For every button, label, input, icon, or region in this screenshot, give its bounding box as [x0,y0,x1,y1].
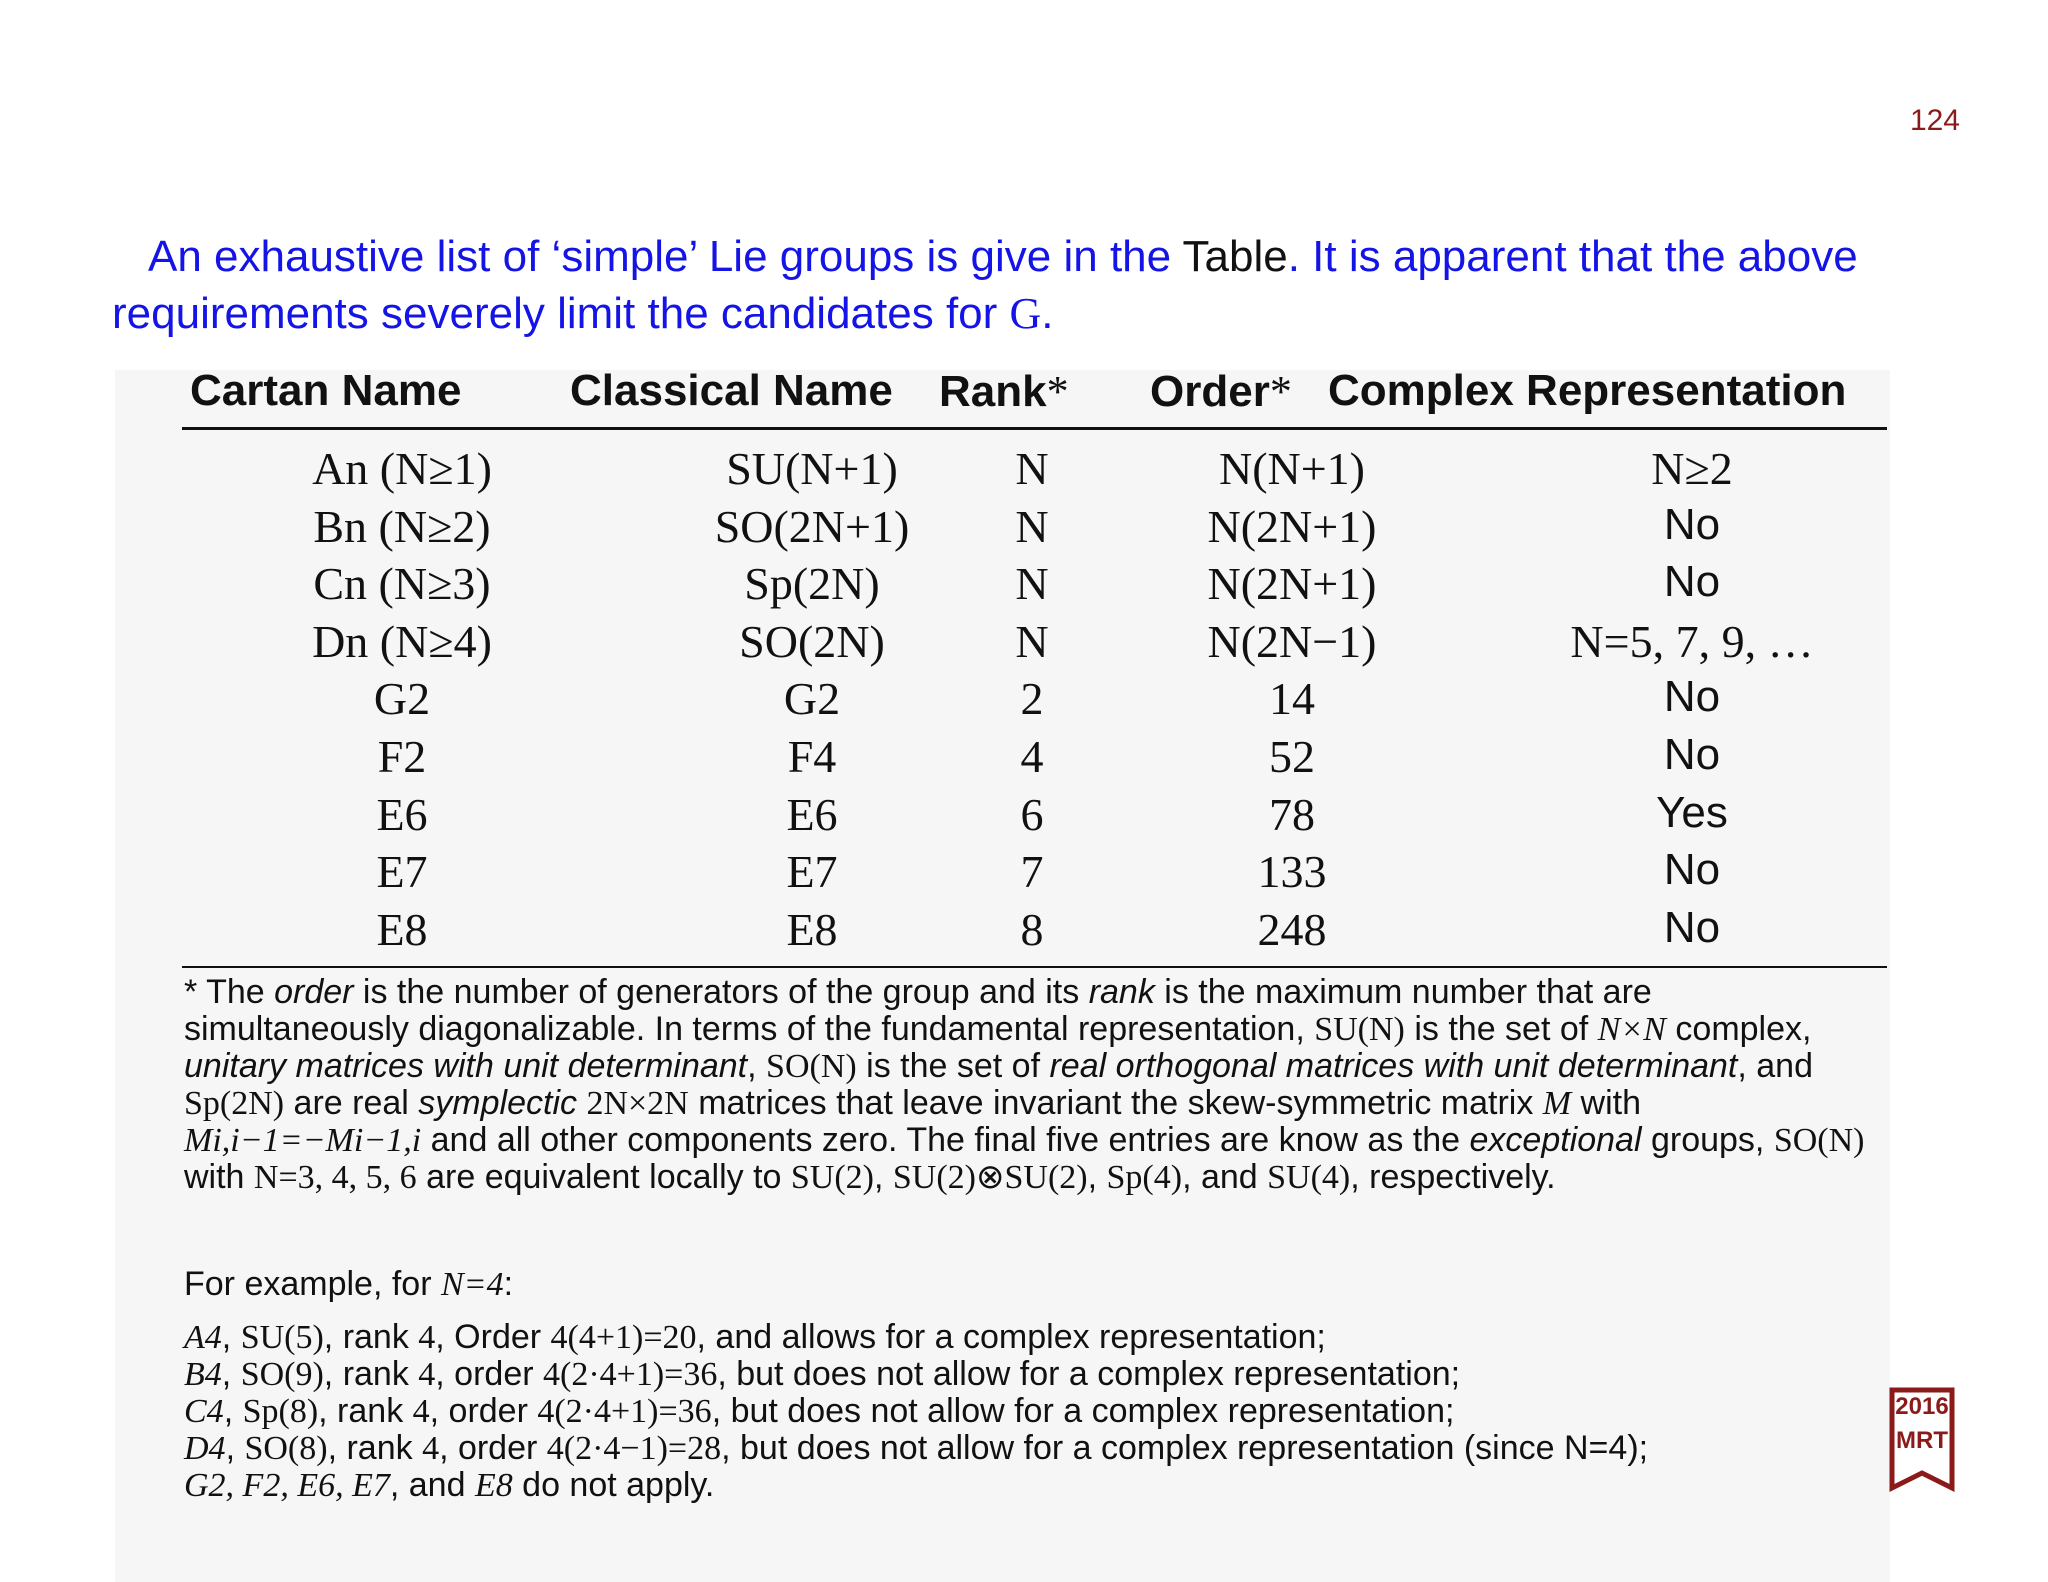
example-text: , order [435,1355,543,1393]
example-formula: 4(2·4−1)=28 [546,1430,722,1467]
table-row [182,670,1887,728]
header-rank-star: * [1046,367,1069,416]
header-order [1150,366,1292,417]
fn-math: SU(2) [790,1159,874,1196]
cell-order: 133 [1257,846,1327,898]
fn-math: N×N [1597,1011,1666,1048]
example-line-last [184,1467,1884,1504]
example-group-name: A4 [184,1319,222,1356]
example-group-name: C4 [184,1393,224,1430]
table-row [182,843,1887,901]
header-rank-label: Rank [939,367,1047,416]
example-text: , rank [327,1429,423,1467]
table-top-rule [182,427,1887,430]
cell-complex: N≥2 [1651,443,1733,494]
cell-cartan: E6 [376,788,428,840]
cell-order: 248 [1257,903,1327,955]
example-group-name: B4 [184,1356,222,1393]
example-formula: 4(2·4+1)=36 [543,1356,718,1393]
intro-table-word: Table [1182,232,1288,281]
cell-classical: E7 [786,846,838,898]
example-text: , and allows for a complex representation; [696,1318,1326,1356]
cell-order: 52 [1269,730,1315,782]
fn-text: , [873,1158,893,1196]
example-colon: : [503,1265,514,1303]
lie-groups-table [182,360,1887,426]
example-classical: SO(9) [240,1356,324,1393]
fn-math: SO(N) [766,1048,857,1085]
cell-rank: 6 [1020,788,1044,840]
header-order-star: * [1269,367,1292,416]
cell-rank: N [1015,558,1049,610]
cell-classical: E8 [786,903,838,955]
example-exceptional-names: G2, F2, E6, E7 [184,1467,390,1504]
example-text: , but does not allow for a complex representation; [717,1355,1461,1393]
cell-cartan: F2 [377,730,427,782]
cell-complex: No [1663,902,1721,952]
cell-order: N(2N+1) [1207,558,1377,610]
example-classical: Sp(8) [242,1393,319,1430]
fn-text: are real [284,1084,419,1122]
example-text: , order [439,1429,547,1467]
fn-math: Mi,i−1=−Mi−1,i [184,1122,422,1159]
cell-cartan: E8 [376,903,428,955]
example-intro-text: For example, for [184,1265,441,1303]
intro-part2: . It is apparent that the above requirements severely limit the candidates for [112,232,1858,338]
fn-math: Sp(4) [1106,1159,1183,1196]
cell-complex: No [1663,557,1721,607]
fn-text: with [184,1158,254,1196]
example-text: , and [389,1466,475,1504]
fn-text: , [1087,1158,1107,1196]
cell-classical: G2 [783,673,841,725]
cell-complex: N=5, 7, 9, … [1570,615,1814,667]
cell-complex: No [1663,729,1721,779]
table-header [182,360,1887,426]
cell-cartan: Dn (N≥4) [312,615,492,667]
example-text: , but does not allow for a complex representation (since N=4); [721,1429,1649,1467]
fn-text: is the set of [1404,1010,1598,1048]
header-rank [939,366,1069,417]
example-rank: 4 [422,1430,440,1467]
header-classical: Classical Name [570,366,893,415]
page-number: 124 [1909,104,1960,137]
cell-classical: SO(2N) [739,615,885,667]
fn-text: with [1571,1084,1642,1122]
example-e8: E8 [474,1467,513,1504]
example-classical: SO(8) [244,1430,328,1467]
fn-text: is the set of [856,1047,1050,1085]
cell-cartan: Bn (N≥2) [313,500,491,552]
fn-text: , [747,1047,767,1085]
fn-text: complex, [1665,1010,1812,1048]
cell-rank: N [1015,615,1049,667]
cell-cartan: An (N≥1) [312,443,492,494]
table-footnote [184,974,1884,1196]
table-row [182,613,1887,671]
example-condition: N=4 [440,1266,504,1303]
header-order-label: Order [1150,367,1270,416]
example-formula: 4(2·4+1)=36 [537,1393,712,1430]
cell-complex: Yes [1656,787,1728,837]
example-line: C4, Sp(8), rank 4, order 4(2·4+1)=36, but does not allow for a complex representation; [184,1392,1455,1430]
fn-emphasis: real orthogonal matrices with unit determinant [1049,1047,1738,1085]
table-row [182,555,1887,613]
example-line: B4, SO(9), rank 4, order 4(2·4+1)=36, but does not allow for a complex representation; [184,1355,1461,1393]
fn-text: are equivalent locally to [416,1158,791,1196]
example-text: , rank [318,1392,413,1430]
cell-order: 14 [1269,673,1315,725]
cell-cartan: G2 [373,673,431,725]
header-cartan: Cartan Name [190,366,462,415]
example-rank: 4 [412,1393,430,1430]
fn-emphasis: unitary matrices with unit determinant [184,1047,748,1085]
cell-order: N(2N−1) [1207,615,1377,667]
example-rank: 4 [418,1356,436,1393]
example-line: A4, SU(5), rank 4, Order 4(4+1)=20, and allows for a complex representation; [184,1318,1326,1356]
cell-rank: 4 [1020,730,1044,782]
cell-rank: 7 [1020,846,1044,898]
badge-year: 2016 [1895,1393,1949,1420]
example-formula: 4(4+1)=20 [550,1319,697,1356]
cell-cartan: E7 [376,846,428,898]
example-text: , Order [435,1318,551,1356]
cell-complex: No [1663,672,1721,722]
cell-rank: N [1015,443,1049,494]
table-row [182,498,1887,556]
fn-text: and all other components zero. The final five entries are know as the [421,1121,1470,1159]
fn-math: Sp(2N) [184,1085,285,1122]
fn-text: groups, [1641,1121,1774,1159]
example-text: , but does not allow for a complex representation; [711,1392,1455,1430]
cell-classical: SO(2N+1) [714,500,910,552]
example-text: , rank [323,1355,419,1393]
badge-initials: MRT [1896,1427,1948,1454]
fn-star: * The [184,973,275,1011]
fn-math: 2N×2N [586,1085,689,1122]
cell-classical: F4 [787,730,837,782]
fn-text: , and [1737,1047,1813,1085]
example-text: do not apply. [512,1466,715,1504]
table-row [182,440,1887,498]
example-rank: 4 [418,1319,436,1356]
fn-text: matrices that leave invariant the skew-symmetric matrix [688,1084,1543,1122]
cell-order: 78 [1269,788,1315,840]
fn-math: SU(4) [1267,1159,1351,1196]
fn-text: , and [1182,1158,1268,1196]
fn-order-word: order [274,973,354,1011]
fn-math: SU(2)⊗SU(2) [892,1159,1088,1196]
mrt-2016-badge [1889,1387,1955,1493]
fn-math: SU(N) [1314,1011,1405,1048]
fn-rank-word: rank [1088,973,1155,1011]
intro-paragraph [112,228,1952,342]
example-list [184,1319,1884,1504]
cell-rank: N [1015,500,1049,552]
example-intro [184,1266,1884,1303]
fn-math: M [1542,1085,1572,1122]
example-text: , order [429,1392,538,1430]
cell-complex: No [1663,845,1721,895]
cell-rank: 8 [1020,903,1044,955]
intro-part1: An exhaustive list of ‘simple’ Lie groups is give in the [148,232,1183,281]
fn-text: , respectively. [1350,1158,1556,1196]
fn-emphasis: symplectic [418,1084,577,1122]
example-classical: SU(5) [240,1319,324,1356]
example-text: , rank [323,1318,419,1356]
cell-rank: 2 [1020,673,1044,725]
example-line: D4, SO(8), rank 4, order 4(2·4−1)=28, but does not allow for a complex representation (since N=4); [184,1429,1649,1467]
fn-text: is the number of generators of the group and its [353,973,1089,1011]
cell-order: N(2N+1) [1207,500,1377,552]
table-bottom-rule [182,966,1887,968]
table-body [182,440,1887,958]
fn-math: SO(N) [1773,1122,1865,1159]
header-complex: Complex Representation [1328,366,1847,415]
table-row [182,786,1887,844]
fn-emphasis: exceptional [1469,1121,1642,1159]
example-group-name: D4 [184,1430,226,1467]
intro-end: . [1041,289,1054,338]
cell-cartan: Cn (N≥3) [313,558,491,610]
intro-symbol: G [1009,289,1042,338]
table-row [182,901,1887,959]
cell-classical: Sp(2N) [744,558,880,610]
cell-order: N(N+1) [1218,443,1366,494]
table-row [182,728,1887,786]
fn-text: is the maximum number that are simultaneously diagonalizable. In terms of the fundamental representation, [184,973,1652,1048]
fn-math: N=3, 4, 5, 6 [253,1159,417,1196]
cell-classical: E6 [786,788,838,840]
cell-complex: No [1663,499,1721,549]
cell-classical: SU(N+1) [726,443,898,494]
